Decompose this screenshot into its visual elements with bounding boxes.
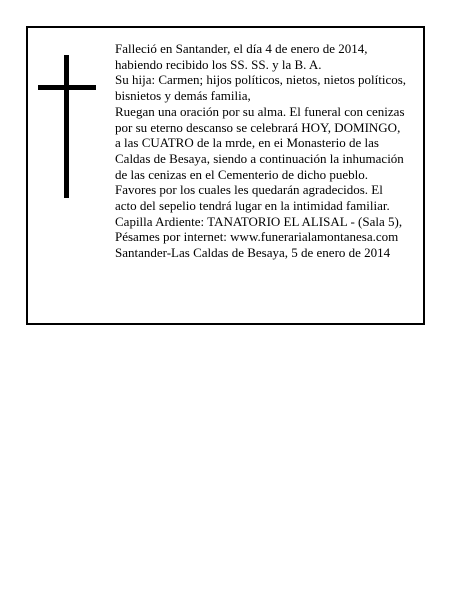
notice-line: Pésames por internet: www.funerarialamontanesa.com: [115, 229, 399, 245]
notice-line: por su eterno descanso se celebrará HOY, DOMINGO,: [115, 119, 401, 135]
notice-line: Caldas de Besaya, siendo a continuación la inhumación: [115, 150, 404, 166]
notice-line: Favores por los cuales les quedarán agradecidos. El: [115, 182, 383, 198]
notice-line: Falleció en Santander, el día 4 de enero de 2014,: [115, 41, 368, 56]
notice-line: Capilla Ardiente: TANATORIO EL ALISAL - (Sala 5),: [115, 213, 403, 229]
notice-line: habiendo recibido los SS. SS. y la B. A.: [115, 56, 322, 72]
notice-line: de las cenizas en el Cementerio de dicho pueblo.: [115, 166, 369, 182]
notice-line: Ruegan una oración por su alma. El funeral con cenizas: [115, 103, 405, 119]
notice-line: bisnietos y demás familia,: [115, 88, 251, 104]
notice-line: Su hija: Carmen; hijos políticos, nietos, nietos políticos,: [115, 72, 407, 88]
notice-line: acto del sepelio tendrá lugar en la intimidad familiar.: [115, 198, 390, 214]
obituary-text: [115, 41, 425, 261]
notice-line: Santander-Las Caldas de Besaya, 5 de enero de 2014: [115, 245, 391, 261]
notice-line: a las CUATRO de la mrde, en ei Monasterio de las: [115, 135, 379, 151]
